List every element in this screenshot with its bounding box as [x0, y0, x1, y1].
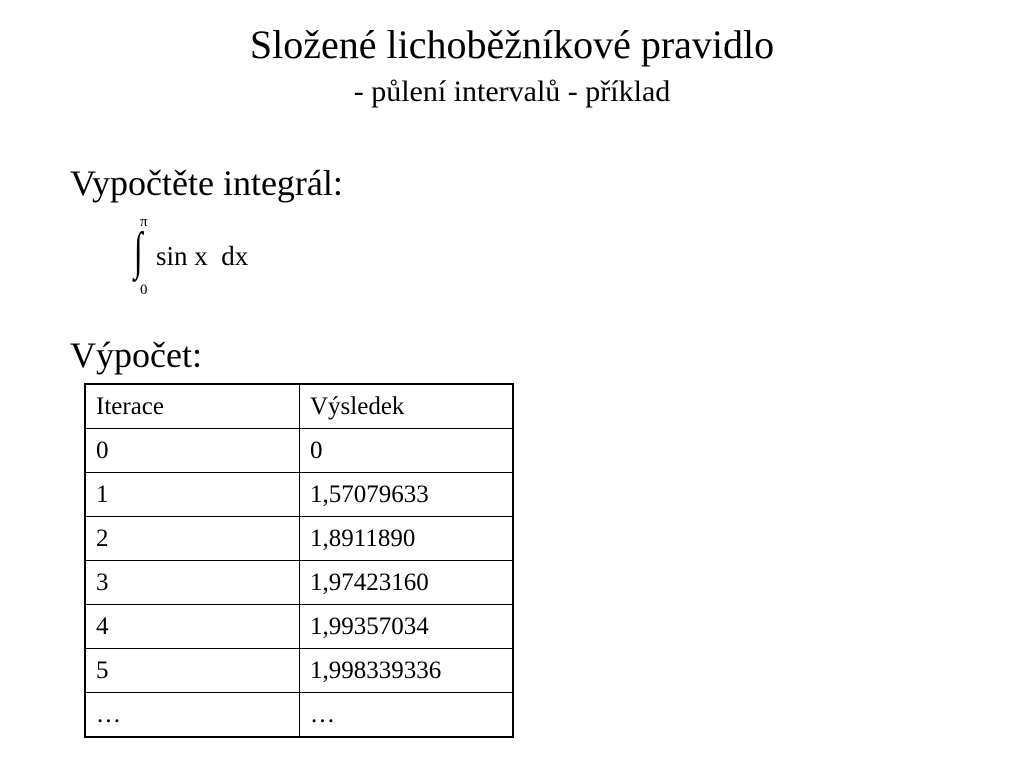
table-row	[85, 605, 513, 649]
iteration-cell: 4	[85, 605, 300, 649]
table-row	[85, 429, 513, 473]
iteration-cell: 5	[85, 649, 300, 693]
integral-prompt: Vypočtěte integrál:	[70, 163, 343, 203]
integral-formula	[132, 212, 292, 302]
result-cell: 0	[300, 429, 514, 473]
header-vysledek: Výsledek	[300, 384, 514, 429]
slide-title: Složené lichoběžníkové pravidlo	[249, 22, 775, 67]
slide-subtitle: - půlení intervalů - příklad	[353, 75, 671, 108]
result-cell: 1,99357034	[300, 605, 514, 649]
table-row	[85, 473, 513, 517]
result-cell: 1,97423160	[300, 561, 514, 605]
iteration-cell: 3	[85, 561, 300, 605]
table-row	[85, 517, 513, 561]
results-table	[84, 383, 514, 738]
table-row	[85, 649, 513, 693]
header-iterace: Iterace	[85, 384, 300, 429]
iteration-cell: 2	[85, 517, 300, 561]
iteration-cell: 1	[85, 473, 300, 517]
table-header-row	[85, 384, 513, 429]
result-cell: 1,8911890	[300, 517, 514, 561]
table-row	[85, 561, 513, 605]
table-row	[85, 693, 513, 738]
integral-upper-limit: π	[140, 214, 148, 230]
integral-lower-limit: 0	[140, 282, 148, 298]
calculation-label: Výpočet:	[70, 335, 202, 375]
result-cell: …	[300, 693, 514, 738]
result-cell: 1,998339336	[300, 649, 514, 693]
integral-expression: sin x dx	[156, 241, 249, 271]
result-cell: 1,57079633	[300, 473, 514, 517]
iteration-cell: 0	[85, 429, 300, 473]
integral-sign-icon: ∫	[134, 223, 143, 280]
iteration-cell: …	[85, 693, 300, 738]
